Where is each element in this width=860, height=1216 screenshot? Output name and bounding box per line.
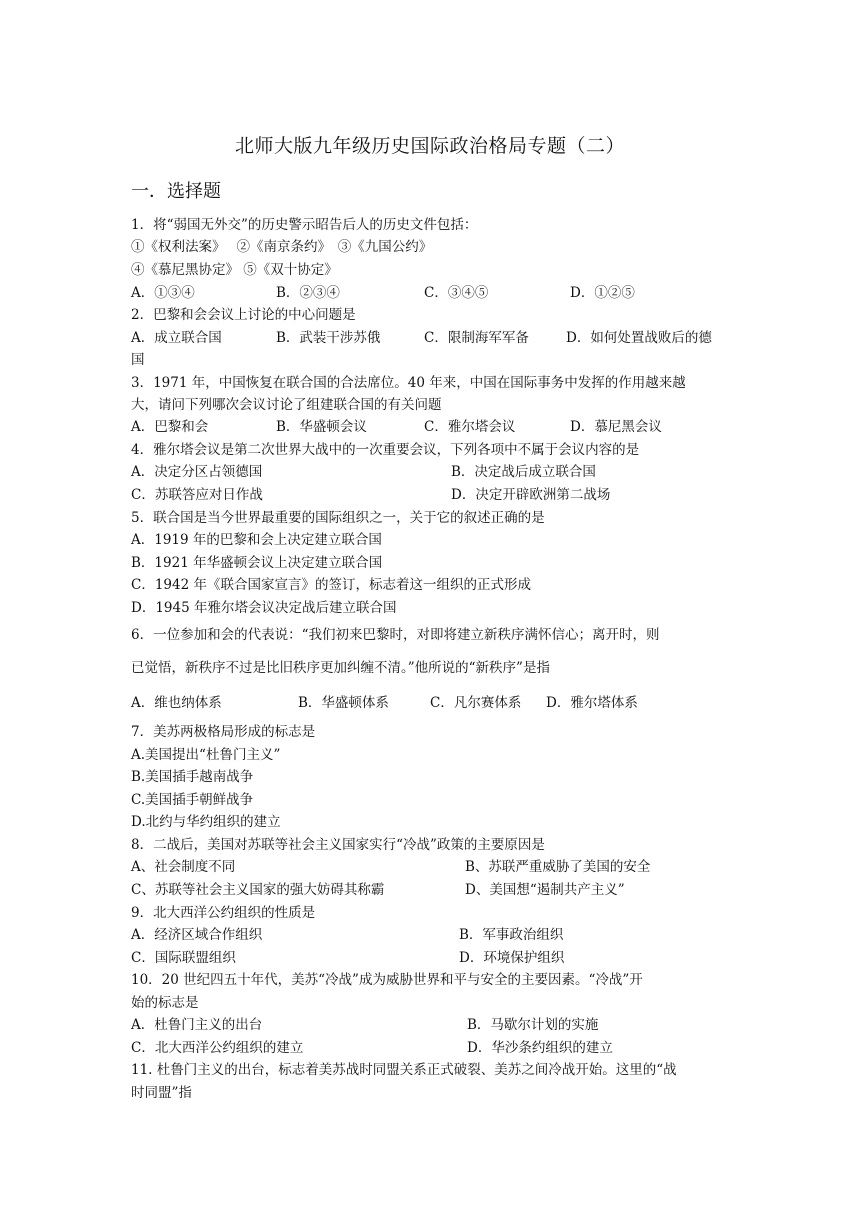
question-1-option-d: D．①②⑤ [570, 285, 635, 301]
question-2-option-a: A．成立联合国 [131, 330, 222, 346]
question-9-option-b: B．军事政治组织 [459, 927, 564, 943]
question-8-option-c: C、苏联等社会主义国家的强大妨碍其称霸 [131, 882, 385, 898]
question-6-stem-1: 6．一位参加和会的代表说：“我们初来巴黎时，对即将建立新秩序满怀信心；离开时，则 [131, 627, 660, 643]
question-7-option-b: B.美国插手越南战争 [131, 769, 254, 785]
question-10-stem-1: 10．20 世纪四五十年代，美苏“冷战”成为威胁世界和平与安全的主要因素。“冷战”开 [131, 972, 643, 988]
question-4-stem: 4．雅尔塔会议是第二次世界大战中的一次重要会议，下列各项中不属于会议内容的是 [131, 442, 640, 458]
question-5-option-d: D．1945 年雅尔塔会议决定战后建立联合国 [131, 600, 397, 616]
question-4-option-b: B．决定战后成立联合国 [451, 464, 596, 480]
question-4-option-c: C．苏联答应对日作战 [131, 487, 263, 503]
question-8-stem: 8．二战后，美国对苏联等社会主义国家实行“冷战”政策的主要原因是 [131, 837, 545, 853]
question-3-stem-2: 大，请问下列哪次会议讨论了组建联合国的有关问题 [131, 397, 442, 413]
question-2-option-c: C．限制海军军备 [424, 330, 529, 346]
question-11-stem-2: 时同盟”指 [131, 1085, 192, 1101]
question-1-option-b: B．②③④ [276, 285, 340, 301]
question-9-option-a: A．经济区域合作组织 [131, 927, 263, 943]
question-6-option-b: B．华盛顿体系 [298, 695, 389, 711]
question-10-option-c: C．北大西洋公约组织的建立 [131, 1040, 304, 1056]
question-8-option-b: B、苏联严重威胁了美国的安全 [465, 859, 651, 875]
question-3-stem-1: 3．1971 年，中国恢复在联合国的合法席位。40 年来，中国在国际事务中发挥的作用越来越 [131, 375, 686, 391]
section-heading: 一．选择题 [131, 181, 221, 202]
question-7-stem: 7．美苏两极格局形成的标志是 [131, 724, 316, 740]
question-11-stem-1: 11. 杜鲁门主义的出台，标志着美苏战时同盟关系正式破裂、美苏之间冷战开始。这里的“战 [131, 1062, 677, 1078]
question-10-option-b: B．马歇尔计划的实施 [467, 1017, 599, 1033]
question-9-option-d: D．环境保护组织 [459, 950, 565, 966]
question-3-option-d: D．慕尼黑会议 [570, 419, 662, 435]
question-4-option-a: A．决定分区占领德国 [131, 464, 263, 480]
question-7-option-d: D.北约与华约组织的建立 [131, 814, 281, 830]
question-5-option-b: B．1921 年华盛顿会议上决定建立联合国 [131, 555, 383, 571]
question-3-option-c: C．雅尔塔会议 [424, 419, 516, 435]
question-5-stem: 5．联合国是当今世界最重要的国际组织之一，关于它的叙述正确的是 [131, 510, 545, 526]
question-1-option-a: A．①③④ [131, 285, 195, 301]
question-7-option-c: C.美国插手朝鲜战争 [131, 792, 254, 808]
question-3-option-b: B．华盛顿会议 [276, 419, 367, 435]
question-6-stem-2: 已觉悟，新秩序不过是比旧秩序更加纠缠不清。”他所说的“新秩序”是指 [131, 660, 550, 676]
question-9-stem: 9．北大西洋公约组织的性质是 [131, 905, 316, 921]
question-1-items-2: ④《慕尼黑协定》 ⑤《双十协定》 [131, 262, 338, 278]
question-10-option-a: A．杜鲁门主义的出台 [131, 1017, 263, 1033]
question-7-option-a: A.美国提出“杜鲁门主义” [131, 747, 281, 763]
question-5-option-a: A．1919 年的巴黎和会上决定建立联合国 [131, 532, 382, 548]
question-2-option-d-wrap: 国 [131, 352, 145, 368]
question-3-option-a: A．巴黎和会 [131, 419, 209, 435]
question-1-items-1: ①《权利法案》 ②《南京条约》 ③《九国公约》 [131, 239, 433, 255]
question-5-option-c: C．1942 年《联合国家宣言》的签订，标志着这一组织的正式形成 [131, 577, 531, 593]
question-1-stem: 1．将“弱国无外交”的历史警示昭告后人的历史文件包括： [131, 217, 478, 233]
question-9-option-c: C．国际联盟组织 [131, 950, 236, 966]
question-8-option-a: A、社会制度不同 [131, 859, 236, 875]
question-8-option-d: D、美国想“遏制共产主义” [465, 882, 625, 898]
question-4-option-d: D．决定开辟欧洲第二战场 [451, 487, 611, 503]
question-6-option-a: A．维也纳体系 [131, 695, 222, 711]
question-10-option-d: D．华沙条约组织的建立 [467, 1040, 613, 1056]
page-title: 北师大版九年级历史国际政治格局专题（二） [234, 135, 625, 157]
question-10-stem-2: 始的标志是 [131, 995, 199, 1011]
question-6-option-c: C．凡尔赛体系 [430, 695, 522, 711]
question-1-option-c: C．③④⑤ [424, 285, 489, 301]
question-6-option-d: D．雅尔塔体系 [546, 695, 638, 711]
question-2-option-b: B．武装干涉苏俄 [276, 330, 381, 346]
question-2-stem: 2．巴黎和会会议上讨论的中心问题是 [131, 307, 356, 323]
question-2-option-d: D．如何处置战败后的德 [566, 330, 712, 346]
